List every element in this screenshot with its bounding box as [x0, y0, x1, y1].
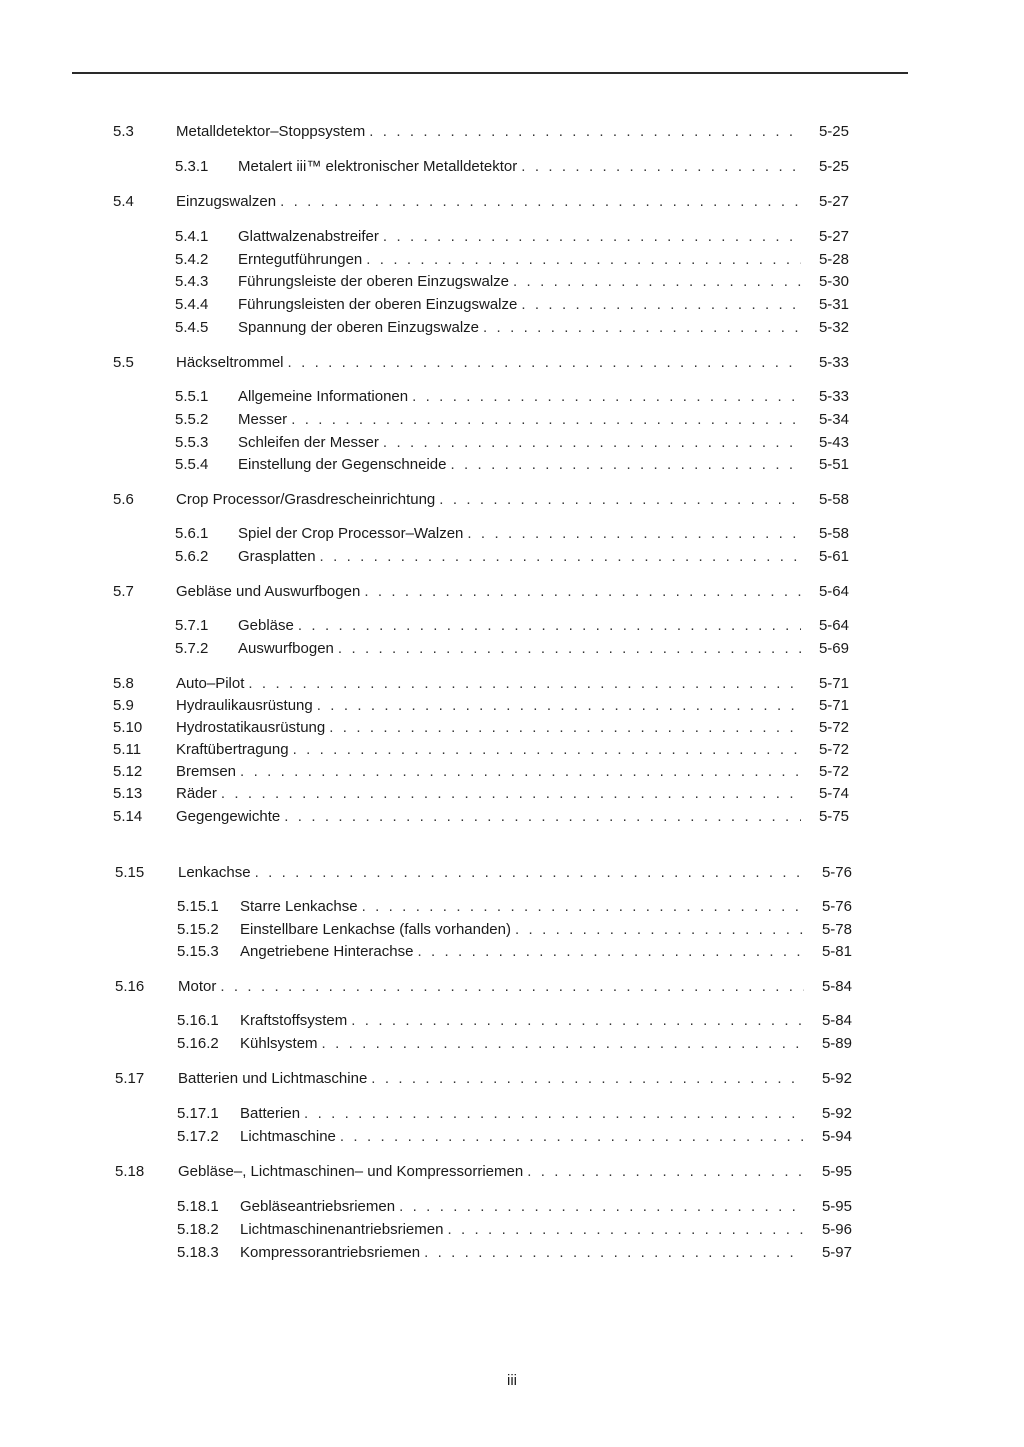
toc-entry-number: 5.17.2 — [177, 1128, 219, 1145]
dot-leader — [329, 717, 801, 739]
dot-leader — [221, 783, 801, 805]
toc-entry-page: 5-92 — [821, 1070, 852, 1087]
toc-entry-title: Spiel der Crop Processor–Walzen — [238, 525, 464, 542]
toc-entry-title: Kompressorantriebsriemen — [240, 1244, 421, 1261]
dot-leader — [304, 1103, 804, 1125]
toc-section-entry[interactable] — [0, 581, 1024, 603]
dot-leader — [417, 941, 804, 963]
toc-entry-page: 5-32 — [818, 319, 849, 336]
toc-entry-number: 5.13 — [113, 785, 143, 802]
dot-leader — [521, 294, 801, 316]
toc-entry-number: 5.16.1 — [177, 1012, 219, 1029]
toc-entry-page: 5-31 — [818, 296, 849, 313]
dot-leader — [317, 695, 801, 717]
toc-entry-title: Erntegutführungen — [238, 251, 363, 268]
toc-entry-number: 5.10 — [113, 719, 143, 736]
toc-entry-title: Einstellung der Gegenschneide — [238, 456, 447, 473]
toc-entry-title: Gebläse und Auswurfbogen — [176, 583, 361, 600]
toc-entry-page: 5-27 — [818, 193, 849, 210]
toc-entry-title: Lichtmaschine — [240, 1128, 336, 1145]
toc-section-entry[interactable] — [0, 191, 1024, 213]
toc-subsection-entry[interactable] — [0, 386, 1024, 408]
toc-entry-page: 5-58 — [818, 525, 849, 542]
toc-entry-number: 5.17 — [115, 1070, 145, 1087]
dot-leader — [412, 386, 801, 408]
toc-entry-number: 5.12 — [113, 763, 143, 780]
toc-entry-number: 5.15.2 — [177, 921, 219, 938]
toc-entry-title: Crop Processor/Grasdrescheinrichtung — [176, 491, 436, 508]
toc-entry-number: 5.4.4 — [175, 296, 209, 313]
toc-entry-title: Kraftstoffsystem — [240, 1012, 348, 1029]
toc-entry-title: Metalert iii™ elektronischer Metalldetektor — [238, 158, 518, 175]
toc-subsection-entry[interactable] — [0, 1010, 1024, 1032]
toc-entry-page: 5-34 — [818, 411, 849, 428]
toc-entry-page: 5-71 — [818, 697, 849, 714]
toc-subsection-entry[interactable] — [0, 226, 1024, 248]
dot-leader — [366, 249, 801, 271]
toc-subsection-entry[interactable] — [0, 896, 1024, 918]
toc-entry-number: 5.4 — [113, 193, 134, 210]
toc-entry-title: Metalldetektor–Stoppsystem — [176, 123, 366, 140]
toc-subsection-entry[interactable] — [0, 317, 1024, 339]
toc-entry-number: 5.14 — [113, 808, 143, 825]
toc-entry-number: 5.5 — [113, 354, 134, 371]
dot-leader — [483, 317, 801, 339]
toc-entry-number: 5.6 — [113, 491, 134, 508]
toc-subsection-entry[interactable] — [0, 294, 1024, 316]
toc-entry-number: 5.15.3 — [177, 943, 219, 960]
toc-section-entry[interactable] — [0, 783, 1024, 805]
toc-subsection-entry[interactable] — [0, 271, 1024, 293]
dot-leader — [340, 1126, 804, 1148]
toc-entry-title: Lenkachse — [178, 864, 251, 881]
dot-leader — [248, 673, 801, 695]
toc-entry-page: 5-76 — [821, 864, 852, 881]
toc-entry-page: 5-33 — [818, 354, 849, 371]
toc-entry-title: Starre Lenkachse — [240, 898, 358, 915]
dot-leader — [383, 432, 801, 454]
toc-section-entry[interactable] — [0, 121, 1024, 143]
toc-entry-number: 5.4.5 — [175, 319, 209, 336]
toc-subsection-entry[interactable] — [0, 1033, 1024, 1055]
toc-entry-title: Auswurfbogen — [238, 640, 334, 657]
toc-subsection-entry[interactable] — [0, 615, 1024, 637]
toc-entry-title: Führungsleisten der oberen Einzugswalze — [238, 296, 518, 313]
toc-entry-title: Häckseltrommel — [176, 354, 284, 371]
toc-entry-page: 5-72 — [818, 763, 849, 780]
toc-section-entry[interactable] — [0, 976, 1024, 998]
toc-section-entry[interactable] — [0, 806, 1024, 828]
toc-subsection-entry[interactable] — [0, 454, 1024, 476]
toc-section-entry[interactable] — [0, 1161, 1024, 1183]
toc-entry-page: 5-64 — [818, 617, 849, 634]
toc-entry-number: 5.5.3 — [175, 434, 209, 451]
toc-subsection-entry[interactable] — [0, 156, 1024, 178]
toc-entry-number: 5.3.1 — [175, 158, 209, 175]
dot-leader — [399, 1196, 804, 1218]
toc-entry-title: Grasplatten — [238, 548, 316, 565]
dot-leader — [293, 739, 801, 761]
toc-entry-title: Auto–Pilot — [176, 675, 245, 692]
toc-entry-title: Lichtmaschinenantriebsriemen — [240, 1221, 444, 1238]
toc-section-entry[interactable] — [0, 717, 1024, 739]
toc-entry-page: 5-72 — [818, 741, 849, 758]
dot-leader — [338, 638, 801, 660]
dot-leader — [447, 1219, 804, 1241]
dot-leader — [255, 862, 804, 884]
toc-entry-page: 5-89 — [821, 1035, 852, 1052]
toc-entry-page: 5-33 — [818, 388, 849, 405]
toc-section-entry[interactable] — [0, 673, 1024, 695]
toc-entry-page: 5-28 — [818, 251, 849, 268]
toc-subsection-entry[interactable] — [0, 249, 1024, 271]
toc-section-entry[interactable] — [0, 695, 1024, 717]
toc-entry-title: Gebläseantriebsriemen — [240, 1198, 396, 1215]
toc-entry-number: 5.17.1 — [177, 1105, 219, 1122]
toc-entry-number: 5.18 — [115, 1163, 145, 1180]
toc-subsection-entry[interactable] — [0, 1242, 1024, 1264]
toc-subsection-entry[interactable] — [0, 432, 1024, 454]
toc-entry-number: 5.18.2 — [177, 1221, 219, 1238]
dot-leader — [280, 191, 801, 213]
toc-entry-title: Messer — [238, 411, 288, 428]
dot-leader — [371, 1068, 804, 1090]
dot-leader — [513, 271, 801, 293]
toc-entry-page: 5-69 — [818, 640, 849, 657]
toc-entry-title: Spannung der oberen Einzugswalze — [238, 319, 480, 336]
dot-leader — [291, 409, 801, 431]
toc-entry-page: 5-78 — [821, 921, 852, 938]
toc-entry-page: 5-76 — [821, 898, 852, 915]
toc-section-entry[interactable] — [0, 489, 1024, 511]
toc-entry-page: 5-74 — [818, 785, 849, 802]
toc-subsection-entry[interactable] — [0, 1103, 1024, 1125]
toc-subsection-entry[interactable] — [0, 1196, 1024, 1218]
toc-entry-number: 5.4.3 — [175, 273, 209, 290]
toc-entry-number: 5.7.2 — [175, 640, 209, 657]
toc-entry-page: 5-75 — [818, 808, 849, 825]
toc-entry-number: 5.8 — [113, 675, 134, 692]
header-rule — [72, 72, 908, 74]
toc-entry-title: Motor — [178, 978, 217, 995]
toc-entry-page: 5-96 — [821, 1221, 852, 1238]
toc-entry-page: 5-30 — [818, 273, 849, 290]
toc-entry-page: 5-71 — [818, 675, 849, 692]
toc-entry-title: Gegengewichte — [176, 808, 281, 825]
toc-entry-page: 5-95 — [821, 1163, 852, 1180]
toc-entry-page: 5-61 — [818, 548, 849, 565]
toc-entry-number: 5.6.1 — [175, 525, 209, 542]
toc-entry-title: Hydrostatikausrüstung — [176, 719, 326, 736]
dot-leader — [284, 806, 801, 828]
toc-entry-number: 5.18.3 — [177, 1244, 219, 1261]
toc-entry-number: 5.16.2 — [177, 1035, 219, 1052]
toc-entry-number: 5.5.4 — [175, 456, 209, 473]
dot-leader — [288, 352, 801, 374]
dot-leader — [351, 1010, 804, 1032]
toc-subsection-entry[interactable] — [0, 409, 1024, 431]
toc-entry-title: Kühlsystem — [240, 1035, 318, 1052]
toc-entry-number: 5.15.1 — [177, 898, 219, 915]
toc-subsection-entry[interactable] — [0, 919, 1024, 941]
toc-entry-title: Einzugswalzen — [176, 193, 277, 210]
toc-subsection-entry[interactable] — [0, 941, 1024, 963]
toc-entry-number: 5.18.1 — [177, 1198, 219, 1215]
toc-entry-page: 5-84 — [821, 1012, 852, 1029]
toc-entry-title: Einstellbare Lenkachse (falls vorhanden) — [240, 921, 511, 938]
toc-entry-title: Batterien und Lichtmaschine — [178, 1070, 368, 1087]
dot-leader — [521, 156, 801, 178]
dot-leader — [320, 546, 801, 568]
dot-leader — [467, 523, 801, 545]
toc-entry-page: 5-58 — [818, 491, 849, 508]
toc-subsection-entry[interactable] — [0, 523, 1024, 545]
toc-subsection-entry[interactable] — [0, 546, 1024, 568]
page-number: iii — [507, 1372, 517, 1389]
toc-entry-page: 5-95 — [821, 1198, 852, 1215]
toc-entry-title: Gebläse — [238, 617, 294, 634]
dot-leader — [383, 226, 801, 248]
toc-section-entry[interactable] — [0, 352, 1024, 374]
dot-leader — [515, 919, 804, 941]
toc-entry-title: Kraftübertragung — [176, 741, 289, 758]
toc-entry-title: Führungsleiste der oberen Einzugswalze — [238, 273, 509, 290]
toc-entry-page: 5-97 — [821, 1244, 852, 1261]
dot-leader — [322, 1033, 804, 1055]
toc-entry-number: 5.4.1 — [175, 228, 209, 245]
toc-section-entry[interactable] — [0, 761, 1024, 783]
toc-entry-number: 5.5.1 — [175, 388, 209, 405]
dot-leader — [362, 896, 804, 918]
toc-entry-number: 5.16 — [115, 978, 145, 995]
toc-entry-title: Gebläse–, Lichtmaschinen– und Kompressorriemen — [178, 1163, 524, 1180]
toc-entry-title: Bremsen — [176, 763, 237, 780]
toc-section-entry[interactable] — [0, 739, 1024, 761]
toc-entry-page: 5-27 — [818, 228, 849, 245]
dot-leader — [298, 615, 801, 637]
toc-entry-number: 5.4.2 — [175, 251, 209, 268]
toc-entry-page: 5-64 — [818, 583, 849, 600]
toc-entry-number: 5.6.2 — [175, 548, 209, 565]
toc-entry-page: 5-51 — [818, 456, 849, 473]
toc-entry-title: Angetriebene Hinterachse — [240, 943, 414, 960]
toc-entry-number: 5.3 — [113, 123, 134, 140]
toc-entry-number: 5.15 — [115, 864, 145, 881]
toc-entry-title: Batterien — [240, 1105, 301, 1122]
toc-section-entry[interactable] — [0, 862, 1024, 884]
toc-entry-number: 5.7.1 — [175, 617, 209, 634]
toc-entry-title: Hydraulikausrüstung — [176, 697, 313, 714]
toc-subsection-entry[interactable] — [0, 1126, 1024, 1148]
dot-leader — [220, 976, 804, 998]
toc-subsection-entry[interactable] — [0, 1219, 1024, 1241]
dot-leader — [369, 121, 801, 143]
toc-entry-page: 5-72 — [818, 719, 849, 736]
toc-entry-number: 5.7 — [113, 583, 134, 600]
toc-entry-page: 5-84 — [821, 978, 852, 995]
toc-entry-number: 5.9 — [113, 697, 134, 714]
toc-entry-title: Glattwalzenabstreifer — [238, 228, 379, 245]
toc-entry-page: 5-94 — [821, 1128, 852, 1145]
dot-leader — [424, 1242, 804, 1264]
toc-entry-page: 5-92 — [821, 1105, 852, 1122]
toc-section-entry[interactable] — [0, 1068, 1024, 1090]
toc-entry-page: 5-25 — [818, 123, 849, 140]
dot-leader — [450, 454, 801, 476]
toc-subsection-entry[interactable] — [0, 638, 1024, 660]
toc-entry-page: 5-43 — [818, 434, 849, 451]
dot-leader — [527, 1161, 804, 1183]
toc-entry-title: Allgemeine Informationen — [238, 388, 409, 405]
toc-entry-number: 5.5.2 — [175, 411, 209, 428]
dot-leader — [439, 489, 801, 511]
toc-entry-title: Räder — [176, 785, 217, 802]
toc-entry-number: 5.11 — [113, 741, 142, 758]
toc-entry-title: Schleifen der Messer — [238, 434, 379, 451]
dot-leader — [240, 761, 801, 783]
dot-leader — [364, 581, 801, 603]
toc-entry-page: 5-25 — [818, 158, 849, 175]
toc-entry-page: 5-81 — [821, 943, 852, 960]
